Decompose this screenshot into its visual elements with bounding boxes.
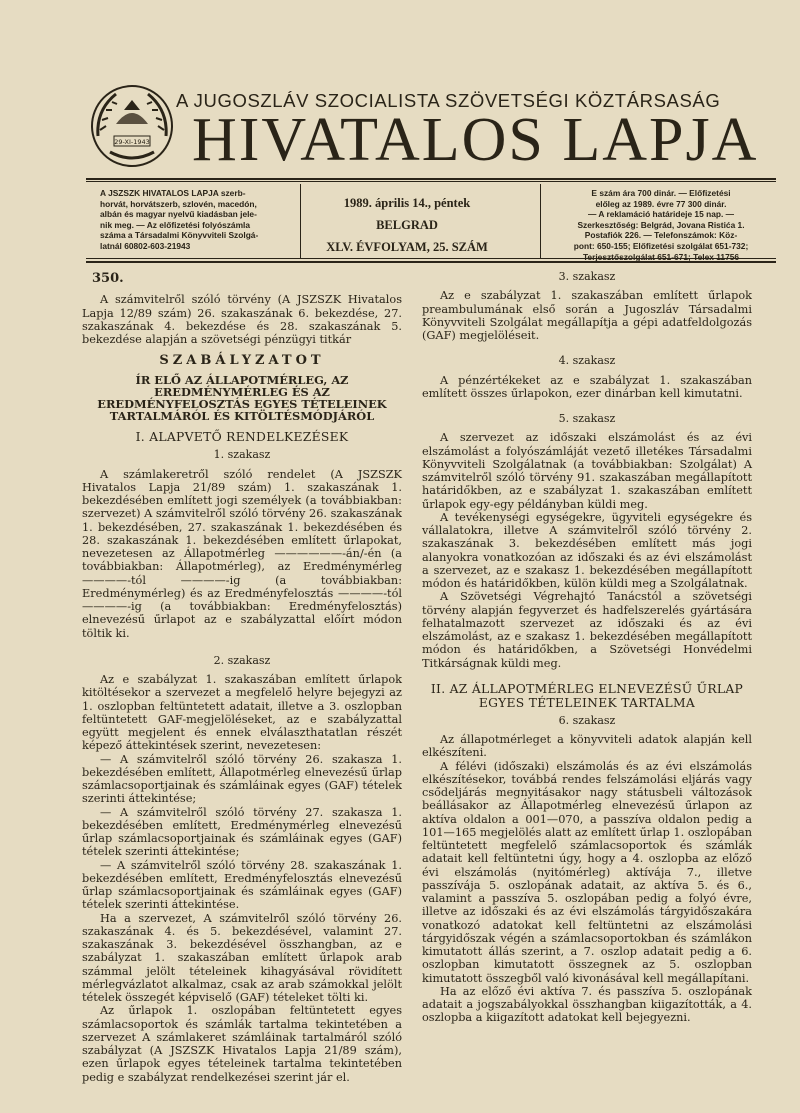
section-2-paragraph-2: — A számvitelről szóló törvény 26. szakasza 1. bekezdésében említett, Állapotmérleg elnevezésű űrlap számlacsoportjainak és számláinak egyes (GAF) tételek szerinti áttekintése;: [82, 752, 402, 806]
header-divider-left: [300, 184, 301, 258]
intro-paragraph: A számvitelről szóló törvény (A JSZSZK Hivatalos Lapja 12/89 szám) 26. szakaszának 6. bekezdése, 27. szakaszának 4. bekezdése és 28. szakaszának 5. bekezdése alapján a szövetségi pénzügyi titkár: [82, 293, 402, 346]
section-heading-6: 6. szakasz: [558, 713, 616, 727]
document-subtitle: ÍR ELŐ AZ ÁLLAPOTMÉRLEG, AZ EREDMÉNYMÉRLEG ÉS AZ EREDMÉNYFELOSZTÁS EGYES TÉTELEINEK TARTALMÁRÓL ÉS KITÖLTÉSMÓDJÁRÓL: [97, 372, 387, 424]
section-5-paragraph-1: A szervezet az időszaki elszámolást és az évi elszámolást a folyószámláját vezető illetékes Társadalmi Könyvviteli Szolgálatnak (a továbbiakban: Szolgálat) A számvitelről szóló törvény 91. szakaszában megállapított határidőkben, az e szabályzat 1. szakaszában említett űrlapok egy-egy példányban küldi meg.: [422, 431, 752, 511]
chapter-heading-2: II. AZ ÁLLAPOTMÉRLEG ELNEVEZÉSŰ ŰRLAP EGYES TÉTELEINEK TARTALMA: [430, 681, 744, 710]
header-rule-top: [86, 178, 776, 180]
section-heading-1: 1. szakasz: [213, 448, 271, 462]
section-heading-3: 3. szakasz: [558, 270, 616, 283]
section-heading-2: 2. szakasz: [213, 653, 271, 667]
document-number: 350.: [92, 271, 124, 286]
section-3-text: Az e szabályzat 1. szakaszában említett űrlapok preambulumának első során a Jugoszláv Társadalmi Könyvviteli Szolgálat megállapítja a gépi adatfeldolgozás (GAF) megjelöléseit.: [422, 289, 752, 342]
section-2-paragraph-5: Ha a szervezet, A számvitelről szóló törvény 26. szakaszának 4. és 5. bekezdésével, valamint 27. szakaszának 3. bekezdésével összhangban, az e szabályzat 1. szakaszában említett űrlapok arab számmal jelölt tételeinek kihagyásával rövidített mérlegvázlatot alkalmaz, csak az arab számokkal jelölt tételek összegét képviselő (GAF) tételeket tölti ki.: [82, 911, 402, 1005]
issue-info: [312, 192, 502, 258]
emblem-date: 29-XI-1943: [114, 138, 150, 146]
state-emblem-icon: [86, 80, 178, 172]
section-4-text: A pénzértékeket az e szabályzat 1. szakaszában említett összes űrlapokon, ezer dinárban kell kimutatni.: [422, 373, 752, 400]
issue-place: BELGRAD: [376, 218, 438, 232]
section-1-text: A számlakeretről szóló rendelet (A JSZSZK Hivatalos Lapja 21/89 szám) 1. szakaszának 1. bekezdésében említett jogi személyek (a továbbiakban: szervezet) A számvitelről szóló törvény 26. szakaszának 1. bekezdésében, 27. szakaszának 1. bekezdésében és 28. szakaszának 1. bekezdésében említett űrlapokat, nevezetesen az Állapotmérleg ——————-án/-én (a továbbiakban: Állapotmérleg), az Eredménymérleg ————-tól ————-ig (a továbbiakban: Eredménymérleg) és az Eredményfelosztás ————-tól ————-ig (a továbbiakban: Eredményfelosztás) elnevezésű űrlapot az e szabályzattal előírt módon töltik ki.: [82, 467, 402, 640]
chapter-heading-1: I. ALAPVETŐ RENDELKEZÉSEK: [135, 430, 349, 445]
issue-date: 1989. április 14., péntek: [343, 196, 471, 210]
section-heading-5: 5. szakasz: [558, 412, 616, 425]
section-5-paragraph-3: A Szövetségi Végrehajtó Tanácstól a szövetségi törvény alapján fegyverzet és hadfelszerelés gyártására felhatalmazott szervezet az időszaki és az évi elszámolást, az e szakasz 1. bekezdésében megállapított módon és határidőkben, a Szövetségi Honvédelmi Titkárságnak küldi meg.: [422, 590, 752, 670]
section-heading-4: 4. szakasz: [558, 354, 616, 368]
section-2-paragraph-1: Az e szabályzat 1. szakaszában említett űrlapok kitöltésekor a szervezet a megfelelő helyre bejegyzi az 1. oszlopban feltüntetett adatait, illetve a 3. oszlopban feltüntetett GAF-megjelöléseket, az e szabályzattal együtt megjelent és ennek elválaszthatatlan részét képező áttekintések szerint, nevezetesen:: [82, 673, 402, 753]
header-rule-bottom: [86, 258, 776, 259]
document-type: SZABÁLYZATOT: [159, 353, 325, 369]
publication-title: HIVATALOS LAPJA: [192, 106, 759, 174]
issue-volume: XLV. ÉVFOLYAM, 25. SZÁM: [326, 240, 488, 254]
right-column: [422, 270, 752, 1025]
section-2-paragraph-6: Az űrlapok 1. oszlopában feltüntetett egyes számlacsoportok és számlák tartalma tekintetében a szervezet A számlakeret számláinak tartalmáról szóló szabályzat (A JSZSZK Hivatalos Lapja 21/89 szám), ezen űrlapok egyes tételeinek tartalma tekintetében pedig e szabályzat rendelkezései szerint jár el.: [82, 1004, 402, 1084]
section-5-paragraph-2: A tevékenységi egységekre, ügyviteli egységekre és vállalatokra, illetve A számvitelről szóló törvény 2. szakaszának 3. bekezdésében említett más jogi alanyokra vonatkozóan az időszaki és az évi elszámolást a szervezet, az e szakasz 1. bekezdésében megállapított módon és határidőkben, külön küldi meg a Szolgálatnak.: [422, 510, 752, 590]
section-6-paragraph-1: Az állapotmérleget a könyvviteli adatok alapján kell elkészíteni.: [422, 733, 752, 760]
header-rule-bottom-thick: [86, 261, 776, 263]
section-6-paragraph-3: Ha az előző évi aktíva 7. és passzíva 5. oszlopának adatait a jogszabályokkal összhangban kiigazították, a 4. oszlopba a kiigazított adatokat kell bejegyezni.: [422, 984, 752, 1025]
section-2-paragraph-3: — A számvitelről szóló törvény 27. szakasza 1. bekezdésében említett, Eredménymérleg elnevezésű űrlap számlacsoportjainak és számláinak egyes (GAF) tételek szerinti áttekintése;: [82, 805, 402, 859]
header-rule-top-thin: [86, 181, 776, 182]
price-info: E szám ára 700 dinár. — Előfizetési előleg az 1989. évre 77 300 dinár. — A reklamáció határideje 15 nap. — Szerkesztőség: Belgrád, Jovana Ristića 1. Postafiók 226. — Telefonszámok: Köz- pont: 650-155; Előfizetési szolgálat 651-732; Terjesztőszolgálat 651-671; Telex 11756: [573, 188, 749, 262]
header-divider-right: [540, 184, 541, 258]
section-2-paragraph-4: — A számvitelről szóló törvény 28. szakaszának 1. bekezdésében említett, Eredményfelosztás elnevezésű űrlap számlacsoportjainak és számláinak egyes (GAF) tételek szerinti áttekintése.: [82, 858, 402, 912]
section-6-paragraph-2: A félévi (időszaki) elszámolás és az évi elszámolás elkészítésekor, továbbá rendes felszámolási eljárás vagy csődeljárás megnyitásakor nagy státusbeli változások beállásakor az Állapotmérleg elnevezésű űrlapon az aktíva oldalon a 001—070, a passzíva oldalon pedig a 101—165 megjelölés alatt az említett űrlap 1. oszlopában feltüntetett megfelelő számlacsoportok és számlák adatait kell feltüntetni úgy, hogy a 4. oszlopba az előző évi elszámolás (nyitómérleg) aktívája 7., illetve passzívája 5. oszlopának adatait, az aktíva 5. és 6., valamint a passzíva 5. oszlopában pedig a folyó évre, illetve az időszaki és az évi elszámolás tárgyidőszakára vonatkozó adatokat kell feltüntetni az elszámolási tárgyidőszak végén a számlacsoportokban és számlákon kimutatott állás szerint, a 7. oszlop adatait pedig a 6. oszlopban kimutatott összegnek az 5. oszlopban kimutatott összegből való kivonásával kell megállapítani.: [422, 759, 752, 985]
publication-info: A JSZSZK HIVATALOS LAPJA szerb- horvát, horvátszerb, szlovén, macedón, albán és magyar nyelvű kiadásban jele- nik meg. — Az előfizetési folyószámla száma a Társadalmi Könyvviteli Szolgá- latnál 60802-603-21943: [100, 188, 259, 251]
left-column: [82, 270, 402, 1084]
republic-name: A JUGOSZLÁV SZOCIALISTA SZÖVETSÉGI KÖZTÁRSASÁG: [176, 90, 721, 111]
